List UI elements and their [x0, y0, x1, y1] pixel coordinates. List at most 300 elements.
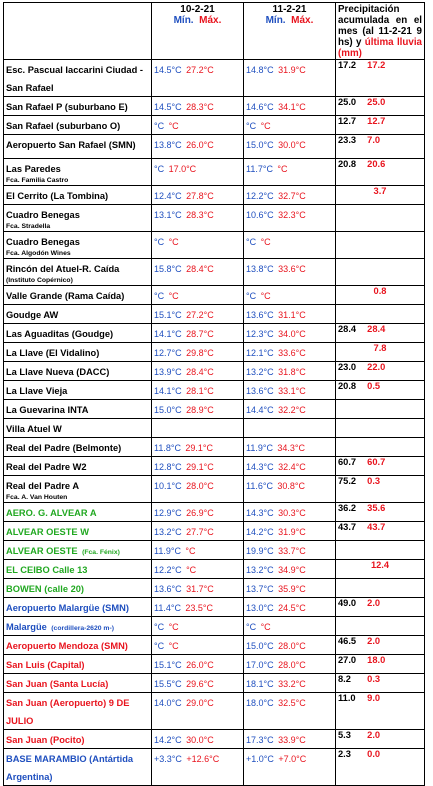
- day1-temps-cell: [152, 135, 244, 159]
- max-temp: °C: [168, 641, 179, 651]
- max-temp: 33.1°C: [278, 386, 306, 396]
- max-temp: °C: [168, 291, 179, 301]
- min-temp: 18.1°C: [246, 679, 274, 689]
- min-temp: 12.8°C: [154, 462, 182, 472]
- station-name-cell: [4, 617, 152, 636]
- min-temp: 17.3°C: [246, 735, 274, 745]
- station-row: [4, 730, 425, 749]
- day2-temps-cell: [244, 305, 336, 324]
- last-rain: 2.0: [367, 636, 381, 646]
- station-row: [4, 579, 425, 598]
- precip-header: [336, 3, 425, 60]
- station-name: San Rafael (suburbano O): [6, 121, 121, 131]
- max-temp: °C: [277, 164, 288, 174]
- last-rain: 9.0: [367, 693, 381, 703]
- precip-cell: [336, 116, 425, 135]
- accumulated-precip: 2.3: [338, 749, 351, 759]
- precip-cell: [336, 749, 425, 786]
- max-temp: 31.9°C: [278, 527, 306, 537]
- station-row: [4, 636, 425, 655]
- station-row: [4, 598, 425, 617]
- station-row: [4, 655, 425, 674]
- day1-temps-cell: [152, 749, 244, 786]
- accumulated-precip: 43.7: [338, 522, 357, 532]
- station-name-cell: [4, 286, 152, 305]
- day2-temps-cell: [244, 135, 336, 159]
- max-temp: 33.9°C: [278, 735, 306, 745]
- precip-cell: [336, 259, 425, 286]
- station-name: La Llave Vieja: [6, 386, 68, 396]
- station-name: Las Paredes: [6, 164, 61, 174]
- station-subtitle: (Instituto Copérnico): [6, 277, 73, 284]
- precip-cell: [336, 232, 425, 259]
- max-temp: 28.0°C: [278, 660, 306, 670]
- max-temp: 32.4°C: [278, 462, 306, 472]
- max-temp: 26.0°C: [186, 140, 214, 150]
- station-row: [4, 381, 425, 400]
- min-temp: °C: [246, 121, 257, 131]
- day2-temps-cell: [244, 232, 336, 259]
- precip-cell: [336, 579, 425, 598]
- station-name: Aeropuerto Malargüe (SMN): [6, 603, 129, 613]
- accumulated-precip: 20.8: [338, 159, 357, 169]
- day1-temps-cell: [152, 400, 244, 419]
- day2-temps-cell: [244, 655, 336, 674]
- max-temp: 32.3°C: [278, 210, 306, 220]
- station-name: AERO. G. ALVEAR A: [6, 508, 97, 518]
- day2-temps-cell: [244, 457, 336, 476]
- station-name: La Guevarina INTA: [6, 405, 89, 415]
- max-temp: °C: [260, 291, 271, 301]
- station-name: Rincón del Atuel-R. Caída: [6, 264, 120, 274]
- station-name: El Cerrito (La Tombina): [6, 191, 109, 201]
- max-temp: 33.2°C: [278, 679, 306, 689]
- station-row: [4, 400, 425, 419]
- weather-table: [3, 2, 425, 786]
- day2-temps-cell: [244, 522, 336, 541]
- min-temp: 13.8°C: [154, 140, 182, 150]
- max-temp: 29.6°C: [186, 679, 214, 689]
- header-row: [4, 3, 425, 60]
- last-rain: 12.7: [367, 116, 386, 126]
- max-temp: °C: [260, 622, 271, 632]
- day1-temps-cell: [152, 419, 244, 438]
- day2-temps-cell: [244, 674, 336, 693]
- precip-cell: [336, 400, 425, 419]
- day2-temps-cell: [244, 438, 336, 457]
- last-rain: 0.8: [373, 286, 387, 296]
- station-name-cell: [4, 636, 152, 655]
- date2-label: 11-2-21: [272, 4, 307, 15]
- min-temp: 15.0°C: [154, 405, 182, 415]
- min-temp: 12.1°C: [246, 348, 274, 358]
- station-name: Cuadro Benegas: [6, 210, 80, 220]
- station-name: Aeropuerto San Rafael (SMN): [6, 140, 136, 150]
- station-row: [4, 419, 425, 438]
- day1-temps-cell: [152, 636, 244, 655]
- max-temp: 34.1°C: [278, 102, 306, 112]
- station-name-cell: [4, 232, 152, 259]
- precip-cell: [336, 159, 425, 186]
- station-name: San Juan (Santa Lucía): [6, 679, 109, 689]
- max-temp: 29.1°C: [186, 462, 214, 472]
- station-name: San Juan (Aeropuerto) 9 DE JULIO: [6, 698, 130, 726]
- max-temp: 28.1°C: [186, 386, 214, 396]
- last-rain: 20.6: [367, 159, 386, 169]
- max-temp: 33.6°C: [278, 348, 306, 358]
- day2-temps-cell: [244, 159, 336, 186]
- precip-header-last: última lluvia (mm): [338, 37, 422, 59]
- min-temp: °C: [154, 164, 165, 174]
- day1-temps-cell: [152, 186, 244, 205]
- last-rain: 60.7: [367, 457, 386, 467]
- min-temp: 15.5°C: [154, 679, 182, 689]
- station-name-cell: [4, 419, 152, 438]
- max-temp: 30.8°C: [277, 481, 306, 491]
- station-name-cell: [4, 749, 152, 786]
- station-row: [4, 116, 425, 135]
- day2-temps-cell: [244, 598, 336, 617]
- min-temp: 12.9°C: [154, 508, 182, 518]
- station-name-cell: [4, 259, 152, 286]
- min-temp: 13.0°C: [246, 603, 274, 613]
- min-temp: 14.3°C: [246, 462, 274, 472]
- station-row: [4, 60, 425, 97]
- precip-cell: [336, 560, 425, 579]
- station-name-cell: [4, 476, 152, 503]
- station-row: [4, 674, 425, 693]
- min-temp: 11.6°C: [246, 481, 273, 491]
- day2-temps-cell: [244, 362, 336, 381]
- max-temp: 35.9°C: [278, 584, 306, 594]
- min-temp: 13.6°C: [246, 386, 274, 396]
- max-temp: °C: [168, 237, 179, 247]
- station-name-cell: [4, 655, 152, 674]
- day2-temps-cell: [244, 636, 336, 655]
- day2-temps-cell: [244, 259, 336, 286]
- station-name-cell: [4, 457, 152, 476]
- last-rain: 3.7: [373, 186, 387, 196]
- station-row: [4, 205, 425, 232]
- day1-temps-cell: [152, 259, 244, 286]
- station-row: [4, 97, 425, 116]
- max-temp: 29.0°C: [186, 698, 214, 708]
- accumulated-precip: 23.0: [338, 362, 357, 372]
- precip-cell: [336, 598, 425, 617]
- max-temp: +7.0°C: [278, 754, 307, 764]
- precip-cell: [336, 305, 425, 324]
- day1-temps-cell: [152, 116, 244, 135]
- day2-temps-cell: [244, 186, 336, 205]
- accumulated-precip: 36.2: [338, 503, 357, 513]
- station-name-cell: [4, 674, 152, 693]
- day1-temps-cell: [152, 693, 244, 730]
- min-temp: °C: [154, 641, 165, 651]
- day1-temps-cell: [152, 286, 244, 305]
- station-row: [4, 135, 425, 159]
- min-temp: 14.2°C: [154, 735, 182, 745]
- precip-cell: [336, 655, 425, 674]
- min-temp: 12.3°C: [246, 329, 274, 339]
- precip-cell: [336, 617, 425, 636]
- min-temp: °C: [246, 237, 257, 247]
- precip-cell: [336, 674, 425, 693]
- max-temp: 30.3°C: [278, 508, 306, 518]
- station-name: Esc. Pascual Iaccarini Ciudad - San Rafael: [6, 65, 143, 93]
- max-temp: 28.0°C: [278, 641, 306, 651]
- station-name-cell: [4, 343, 152, 362]
- day2-temps-cell: [244, 419, 336, 438]
- station-name: Real del Padre (Belmonte): [6, 443, 122, 453]
- day1-temps-cell: [152, 674, 244, 693]
- max-temp: 27.2°C: [186, 65, 214, 75]
- last-rain: 25.0: [367, 97, 386, 107]
- last-rain: 12.4: [370, 560, 390, 570]
- min-temp: 13.9°C: [154, 367, 182, 377]
- min-temp: +1.0°C: [246, 754, 274, 764]
- precip-cell: [336, 522, 425, 541]
- day1-temps-cell: [152, 655, 244, 674]
- station-name: Las Aguaditas (Goudge): [6, 329, 114, 339]
- last-rain: 0.3: [367, 674, 381, 684]
- station-name: ALVEAR OESTE: [6, 546, 78, 556]
- station-row: [4, 305, 425, 324]
- min-temp: 12.7°C: [154, 348, 182, 358]
- station-name: Cuadro Benegas: [6, 237, 80, 247]
- precip-cell: [336, 693, 425, 730]
- max-temp: 28.0°C: [186, 481, 214, 491]
- accumulated-precip: 20.8: [338, 381, 357, 391]
- min-temp: 15.1°C: [154, 660, 182, 670]
- min-temp: +3.3°C: [154, 754, 182, 764]
- last-rain: 0.3: [367, 476, 381, 486]
- max-temp: 27.2°C: [186, 310, 214, 320]
- station-row: [4, 343, 425, 362]
- day1-temps-cell: [152, 438, 244, 457]
- last-rain: 18.0: [367, 655, 386, 665]
- station-name-cell: [4, 205, 152, 232]
- min-temp: 13.8°C: [246, 264, 274, 274]
- max-label: Máx.: [291, 15, 314, 26]
- station-name-cell: [4, 560, 152, 579]
- day2-temps-cell: [244, 116, 336, 135]
- station-subtitle: Fca. A. Van Houten: [6, 494, 68, 501]
- precip-cell: [336, 476, 425, 503]
- day2-temps-cell: [244, 579, 336, 598]
- min-temp: 11.9°C: [246, 443, 273, 453]
- min-temp: 11.4°C: [154, 603, 181, 613]
- station-name: San Juan (Pocito): [6, 735, 85, 745]
- station-name: Real del Padre W2: [6, 462, 87, 472]
- last-rain: 43.7: [367, 522, 386, 532]
- day1-temps-cell: [152, 205, 244, 232]
- day1-temps-cell: [152, 457, 244, 476]
- accumulated-precip: 49.0: [338, 598, 357, 608]
- station-name-cell: [4, 579, 152, 598]
- precip-cell: [336, 186, 425, 205]
- min-temp: 12.4°C: [154, 191, 182, 201]
- station-row: [4, 522, 425, 541]
- min-temp: °C: [246, 291, 257, 301]
- station-name-cell: [4, 97, 152, 116]
- day1-temps-cell: [152, 305, 244, 324]
- day1-temps-cell: [152, 362, 244, 381]
- station-name-cell: [4, 116, 152, 135]
- station-name: Real del Padre A: [6, 481, 80, 491]
- max-temp: 33.7°C: [278, 546, 306, 556]
- max-temp: 34.0°C: [278, 329, 306, 339]
- max-temp: 23.5°C: [185, 603, 214, 613]
- station-subtitle: Fca. Familia Castro: [6, 177, 69, 184]
- day1-temps-cell: [152, 617, 244, 636]
- day2-temps-cell: [244, 560, 336, 579]
- day1-temps-cell: [152, 97, 244, 116]
- day1-temps-cell: [152, 541, 244, 560]
- max-temp: 30.0°C: [278, 140, 306, 150]
- precip-cell: [336, 362, 425, 381]
- max-temp: 31.1°C: [278, 310, 306, 320]
- station-row: [4, 617, 425, 636]
- max-temp: 24.5°C: [278, 603, 306, 613]
- station-row: [4, 159, 425, 186]
- min-temp: 15.1°C: [154, 310, 182, 320]
- accumulated-precip: 75.2: [338, 476, 357, 486]
- station-name: EL CEIBO Calle 13: [6, 565, 88, 575]
- day2-temps-cell: [244, 343, 336, 362]
- station-row: [4, 324, 425, 343]
- min-temp: °C: [154, 622, 165, 632]
- max-temp: °C: [260, 237, 271, 247]
- min-label: Mín.: [173, 15, 194, 26]
- min-temp: 14.8°C: [246, 65, 274, 75]
- last-rain: 2.0: [367, 730, 381, 740]
- day1-temps-cell: [152, 579, 244, 598]
- station-row: [4, 476, 425, 503]
- date2-header: [244, 3, 336, 60]
- max-temp: 32.2°C: [278, 405, 306, 415]
- max-temp: 28.3°C: [186, 210, 214, 220]
- min-temp: 15.0°C: [246, 641, 274, 651]
- max-temp: 31.8°C: [278, 367, 306, 377]
- station-name: Aeropuerto Mendoza (SMN): [6, 641, 128, 651]
- station-row: [4, 186, 425, 205]
- station-subtitle: Fca. Stradella: [6, 223, 51, 230]
- min-temp: 15.8°C: [154, 264, 182, 274]
- station-row: [4, 560, 425, 579]
- station-name: Villa Atuel W: [6, 424, 62, 434]
- accumulated-precip: 12.7: [338, 116, 357, 126]
- day2-temps-cell: [244, 324, 336, 343]
- max-temp: °C: [186, 565, 197, 575]
- station-name: San Rafael P (suburbano E): [6, 102, 128, 112]
- max-temp: 28.4°C: [186, 367, 214, 377]
- min-temp: 12.2°C: [246, 191, 274, 201]
- precip-cell: [336, 135, 425, 159]
- station-name-cell: [4, 438, 152, 457]
- day2-temps-cell: [244, 205, 336, 232]
- station-name-cell: [4, 381, 152, 400]
- station-name-cell: [4, 186, 152, 205]
- date1-label: 10-2-21: [180, 4, 215, 15]
- day1-temps-cell: [152, 381, 244, 400]
- min-temp: 14.1°C: [154, 329, 182, 339]
- min-temp: 14.0°C: [154, 698, 182, 708]
- station-subtitle: (Fca. Fénix): [82, 549, 120, 556]
- min-temp: 15.0°C: [246, 140, 274, 150]
- max-temp: °C: [185, 546, 196, 556]
- max-temp: 34.9°C: [278, 565, 306, 575]
- min-temp: °C: [154, 291, 165, 301]
- precip-cell: [336, 419, 425, 438]
- min-temp: °C: [154, 237, 165, 247]
- station-row: [4, 749, 425, 786]
- station-name: La Llave (El Vidalino): [6, 348, 100, 358]
- max-temp: 32.5°C: [278, 698, 306, 708]
- last-rain: 17.2: [367, 60, 386, 70]
- accumulated-precip: 28.4: [338, 324, 357, 334]
- day1-temps-cell: [152, 60, 244, 97]
- station-name: ALVEAR OESTE W: [6, 527, 89, 537]
- min-temp: 11.7°C: [246, 164, 273, 174]
- station-row: [4, 693, 425, 730]
- max-label: Máx.: [199, 15, 222, 26]
- station-row: [4, 259, 425, 286]
- max-temp: 30.0°C: [186, 735, 214, 745]
- last-rain: 22.0: [367, 362, 386, 372]
- station-name-cell: [4, 400, 152, 419]
- station-name-cell: [4, 362, 152, 381]
- last-rain: 0.5: [367, 381, 381, 391]
- day1-temps-cell: [152, 730, 244, 749]
- station-name-cell: [4, 305, 152, 324]
- min-temp: °C: [246, 622, 257, 632]
- max-temp: +12.6°C: [186, 754, 220, 764]
- station-row: [4, 362, 425, 381]
- last-rain: 2.0: [367, 598, 381, 608]
- day1-temps-cell: [152, 560, 244, 579]
- accumulated-precip: 25.0: [338, 97, 357, 107]
- precip-cell: [336, 343, 425, 362]
- day2-temps-cell: [244, 730, 336, 749]
- station-name-cell: [4, 541, 152, 560]
- precip-cell: [336, 438, 425, 457]
- day2-temps-cell: [244, 381, 336, 400]
- station-row: [4, 286, 425, 305]
- station-name: San Luis (Capital): [6, 660, 85, 670]
- station-name-cell: [4, 522, 152, 541]
- station-name: Valle Grande (Rama Caída): [6, 291, 125, 301]
- accumulated-precip: 11.0: [338, 693, 356, 703]
- station-name: La Llave Nueva (DACC): [6, 367, 110, 377]
- day1-temps-cell: [152, 503, 244, 522]
- accumulated-precip: 27.0: [338, 655, 357, 665]
- day2-temps-cell: [244, 60, 336, 97]
- min-temp: 13.2°C: [154, 527, 182, 537]
- station-name-cell: [4, 693, 152, 730]
- last-rain: 28.4: [367, 324, 386, 334]
- station-row: [4, 438, 425, 457]
- min-temp: 13.1°C: [154, 210, 182, 220]
- station-row: [4, 232, 425, 259]
- max-temp: 29.8°C: [186, 348, 214, 358]
- station-subtitle: Fca. Algodón Wines: [6, 250, 71, 257]
- min-temp: 14.4°C: [246, 405, 274, 415]
- min-temp: 13.2°C: [246, 367, 274, 377]
- last-rain: 35.6: [367, 503, 386, 513]
- max-temp: °C: [168, 121, 179, 131]
- precip-cell: [336, 60, 425, 97]
- accumulated-precip: 5.3: [338, 730, 351, 740]
